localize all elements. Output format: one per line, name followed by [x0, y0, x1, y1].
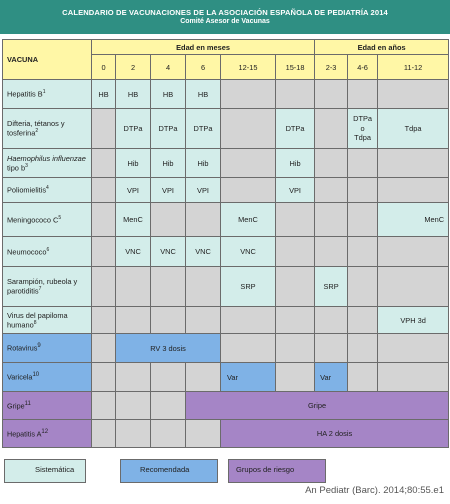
dose-cell: MenC	[378, 203, 449, 237]
years-group-header: Edad en años	[315, 40, 449, 55]
vacuna-header: VACUNA	[3, 40, 92, 80]
age-header: 11-12	[378, 55, 449, 80]
legend-label-recomendada: Recomendada	[140, 465, 190, 474]
dose-cell: VPI	[151, 178, 186, 203]
vaccine-row-gripe	[3, 392, 449, 420]
vaccine-name: Rotavirus$^9$	[3, 334, 92, 363]
dose-span: RV 3 dosis	[116, 334, 221, 363]
months-group-header: Edad en meses	[92, 40, 315, 55]
dose-cell: DTPa o Tdpa	[348, 109, 378, 149]
vaccine-row-difteria	[3, 109, 449, 149]
committee-subtitle: Comité Asesor de Vacunas	[180, 18, 270, 25]
age-header: 12-15	[221, 55, 276, 80]
dose-cell: Hib	[186, 149, 221, 178]
dose-span: Gripe	[186, 392, 449, 420]
dose-cell: Var	[315, 363, 348, 392]
legend-label-sistematica: Sistemática	[35, 465, 75, 474]
age-header: 4-6	[348, 55, 378, 80]
age-header: 15-18	[276, 55, 315, 80]
dose-cell: VPH 3d	[378, 307, 449, 334]
dose-cell: Tdpa	[378, 109, 449, 149]
dose-cell: VNC	[186, 237, 221, 267]
vaccine-row-hepatitis-b	[3, 80, 449, 109]
age-header: 0	[92, 55, 116, 80]
dose-cell: HB	[151, 80, 186, 109]
age-header: 2	[116, 55, 151, 80]
vaccine-row-neumococo	[3, 237, 449, 267]
vaccine-name: Varicela$^{10}$	[3, 363, 92, 392]
calendar-title: CALENDARIO DE VACUNACIONES DE LA ASOCIACIÓN ESPAÑOLA DE PEDIATRÍA 2014	[62, 8, 388, 17]
dose-cell: DTPa	[186, 109, 221, 149]
vaccine-name: Virus del papiloma humano$^8$	[3, 307, 92, 334]
dose-cell: Hib	[151, 149, 186, 178]
dose-cell: SRP	[315, 267, 348, 307]
vaccine-row-poliomielitis	[3, 178, 449, 203]
dose-cell: DTPa	[116, 109, 151, 149]
legend-label-riesgo: Grupos de riesgo	[236, 465, 295, 474]
dose-cell: Var	[221, 363, 276, 392]
vaccine-name: Haemophilus influenzae tipo $b^3$	[3, 149, 92, 178]
dose-cell: DTPa	[151, 109, 186, 149]
vaccination-table	[2, 39, 449, 448]
vaccine-name: Sarampión, rubeola y parotiditis$^7$	[3, 267, 92, 307]
vaccine-name: Difteria, tétanos y tosferina$^2$	[3, 109, 92, 149]
age-header: 2-3	[315, 55, 348, 80]
dose-cell: MenC	[221, 203, 276, 237]
age-header: 6	[186, 55, 221, 80]
dose-cell: MenC	[116, 203, 151, 237]
dose-cell: VNC	[221, 237, 276, 267]
dose-cell: VNC	[116, 237, 151, 267]
vaccine-row-hepatitis-a	[3, 420, 449, 448]
vaccine-name: Hepatitis $B^1$	[3, 80, 92, 109]
age-header: 4	[151, 55, 186, 80]
dose-cell: VPI	[186, 178, 221, 203]
vaccine-row-haemophilus	[3, 149, 449, 178]
dose-cell: VNC	[151, 237, 186, 267]
dose-cell: VPI	[276, 178, 315, 203]
vaccine-name: Poliomielitis$^4$	[3, 178, 92, 203]
vaccine-row-rotavirus	[3, 334, 449, 363]
vaccine-name: Hepatitis $A^{12}$	[3, 420, 92, 448]
dose-cell: Hib	[116, 149, 151, 178]
title-banner	[0, 0, 450, 34]
vaccine-row-vph	[3, 307, 449, 334]
dose-cell: HB	[116, 80, 151, 109]
dose-cell: Hib	[276, 149, 315, 178]
dose-cell: HB	[92, 80, 116, 109]
vaccine-name: Neumococo$^6$	[3, 237, 92, 267]
vaccine-row-sarampion	[3, 267, 449, 307]
vaccine-row-varicela	[3, 363, 449, 392]
vaccine-name: Gripe$^{11}$	[3, 392, 92, 420]
vaccine-row-meningococo	[3, 203, 449, 237]
dose-cell: VPI	[116, 178, 151, 203]
citation: An Pediatr (Barc). 2014;80:55.e1	[305, 485, 444, 496]
dose-cell: SRP	[221, 267, 276, 307]
dose-span: HA 2 dosis	[221, 420, 449, 448]
dose-cell: HB	[186, 80, 221, 109]
vaccine-name: Meningococo $C^5$	[3, 203, 92, 237]
dose-cell: DTPa	[276, 109, 315, 149]
